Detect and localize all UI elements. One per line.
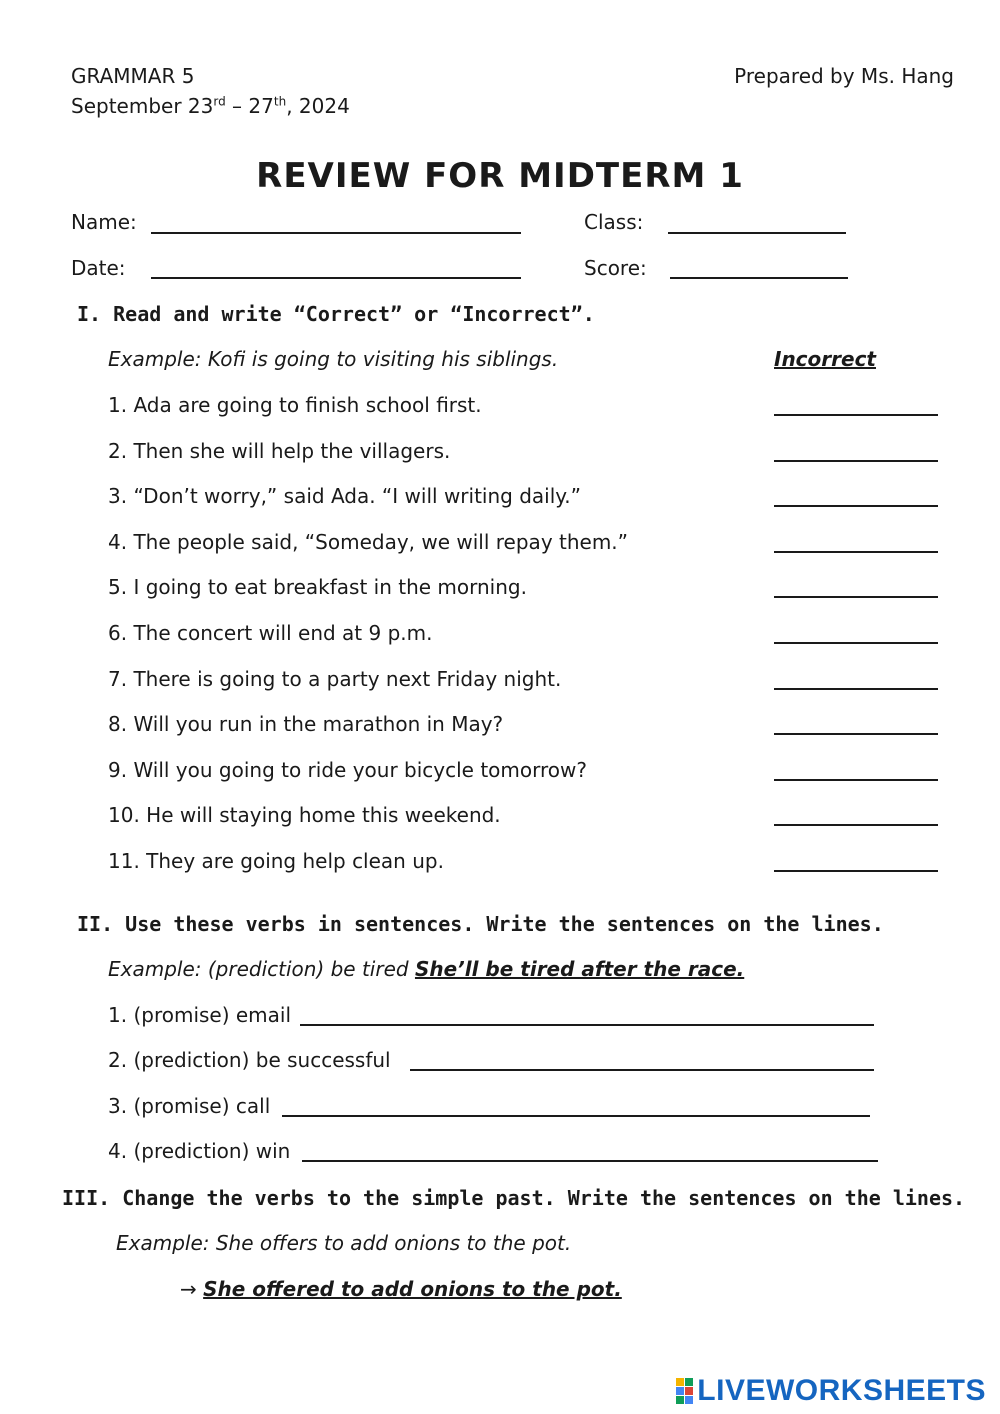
date-suffix-1: rd [213, 94, 226, 109]
s1-item-6: 6. The concert will end at 9 p.m. [108, 621, 433, 645]
s2-item-2: 2. (prediction) be successful [108, 1048, 391, 1072]
section-3-example: Example: She offers to add onions to the pot. [116, 1231, 572, 1255]
liveworksheets-logo-text: LIVEWORKSHEETS [697, 1374, 986, 1407]
date-range [71, 94, 350, 118]
date-label: Date: [71, 256, 126, 280]
s1-item-9: 9. Will you going to ride your bicycle tomorrow? [108, 758, 587, 782]
s1-item-7: 7. There is going to a party next Friday night. [108, 667, 562, 691]
date-suffix-2: th [273, 94, 287, 109]
date-year: , 2024 [286, 94, 350, 118]
s1-answer-1[interactable] [774, 414, 938, 416]
section-1-example: Example: Kofi is going to visiting his siblings. [108, 347, 559, 371]
section-2-example [108, 957, 744, 981]
s2-answer-1[interactable] [300, 1024, 874, 1026]
s1-item-1: 1. Ada are going to finish school first. [108, 393, 482, 417]
score-field[interactable] [670, 277, 848, 279]
section-1-heading: I. Read and write “Correct” or “Incorrect”. [77, 302, 595, 326]
s1-item-2: 2. Then she will help the villagers. [108, 439, 451, 463]
s1-answer-6[interactable] [774, 642, 938, 644]
name-label: Name: [71, 210, 137, 234]
section-2-example-answer: She’ll be tired after the race. [414, 957, 745, 981]
s1-item-8: 8. Will you run in the marathon in May? [108, 712, 504, 736]
section-2-heading: II. Use these verbs in sentences. Write the sentences on the lines. [77, 912, 884, 936]
s1-answer-2[interactable] [774, 460, 938, 462]
s1-answer-11[interactable] [774, 870, 938, 872]
class-field[interactable] [668, 232, 846, 234]
section-3-example-answer: She offered to add onions to the pot. [203, 1277, 622, 1301]
s1-item-3: 3. “Don’t worry,” said Ada. “I will writing daily.” [108, 484, 581, 508]
s2-answer-3[interactable] [282, 1115, 870, 1117]
liveworksheets-logo-icon [676, 1378, 693, 1404]
name-field[interactable] [151, 232, 521, 234]
class-label: Class: [584, 210, 644, 234]
s2-item-1: 1. (promise) email [108, 1003, 292, 1027]
s2-item-3: 3. (promise) call [108, 1094, 271, 1118]
s1-answer-7[interactable] [774, 688, 938, 690]
score-label: Score: [584, 256, 647, 280]
section-2-example-prompt: Example: (prediction) be tired [108, 957, 409, 981]
s1-answer-5[interactable] [774, 596, 938, 598]
course-label: GRAMMAR 5 [71, 64, 195, 88]
liveworksheets-logo[interactable] [676, 1374, 986, 1408]
s2-item-4: 4. (prediction) win [108, 1139, 291, 1163]
s2-answer-4[interactable] [302, 1160, 878, 1162]
s1-item-5: 5. I going to eat breakfast in the morning. [108, 575, 527, 599]
section-3-heading: III. Change the verbs to the simple past. Write the sentences on the lines. [62, 1186, 966, 1210]
section-3-example-answer-line [180, 1277, 622, 1301]
date-middle: – 27 [225, 94, 274, 118]
page-title: REVIEW FOR MIDTERM 1 [256, 156, 744, 196]
s1-answer-4[interactable] [774, 551, 938, 553]
s1-answer-3[interactable] [774, 505, 938, 507]
s1-answer-10[interactable] [774, 824, 938, 826]
prepared-by: Prepared by Ms. Hang [734, 64, 954, 88]
s1-answer-8[interactable] [774, 733, 938, 735]
section-1-example-answer: Incorrect [774, 347, 876, 371]
s1-item-11: 11. They are going help clean up. [108, 849, 444, 873]
date-field[interactable] [151, 277, 521, 279]
s2-answer-2[interactable] [410, 1069, 874, 1071]
s1-answer-9[interactable] [774, 779, 938, 781]
s1-item-10: 10. He will staying home this weekend. [108, 803, 501, 827]
s1-item-4: 4. The people said, “Someday, we will repay them.” [108, 530, 629, 554]
arrow-icon: → [180, 1277, 197, 1301]
date-prefix: September 23 [71, 94, 214, 118]
